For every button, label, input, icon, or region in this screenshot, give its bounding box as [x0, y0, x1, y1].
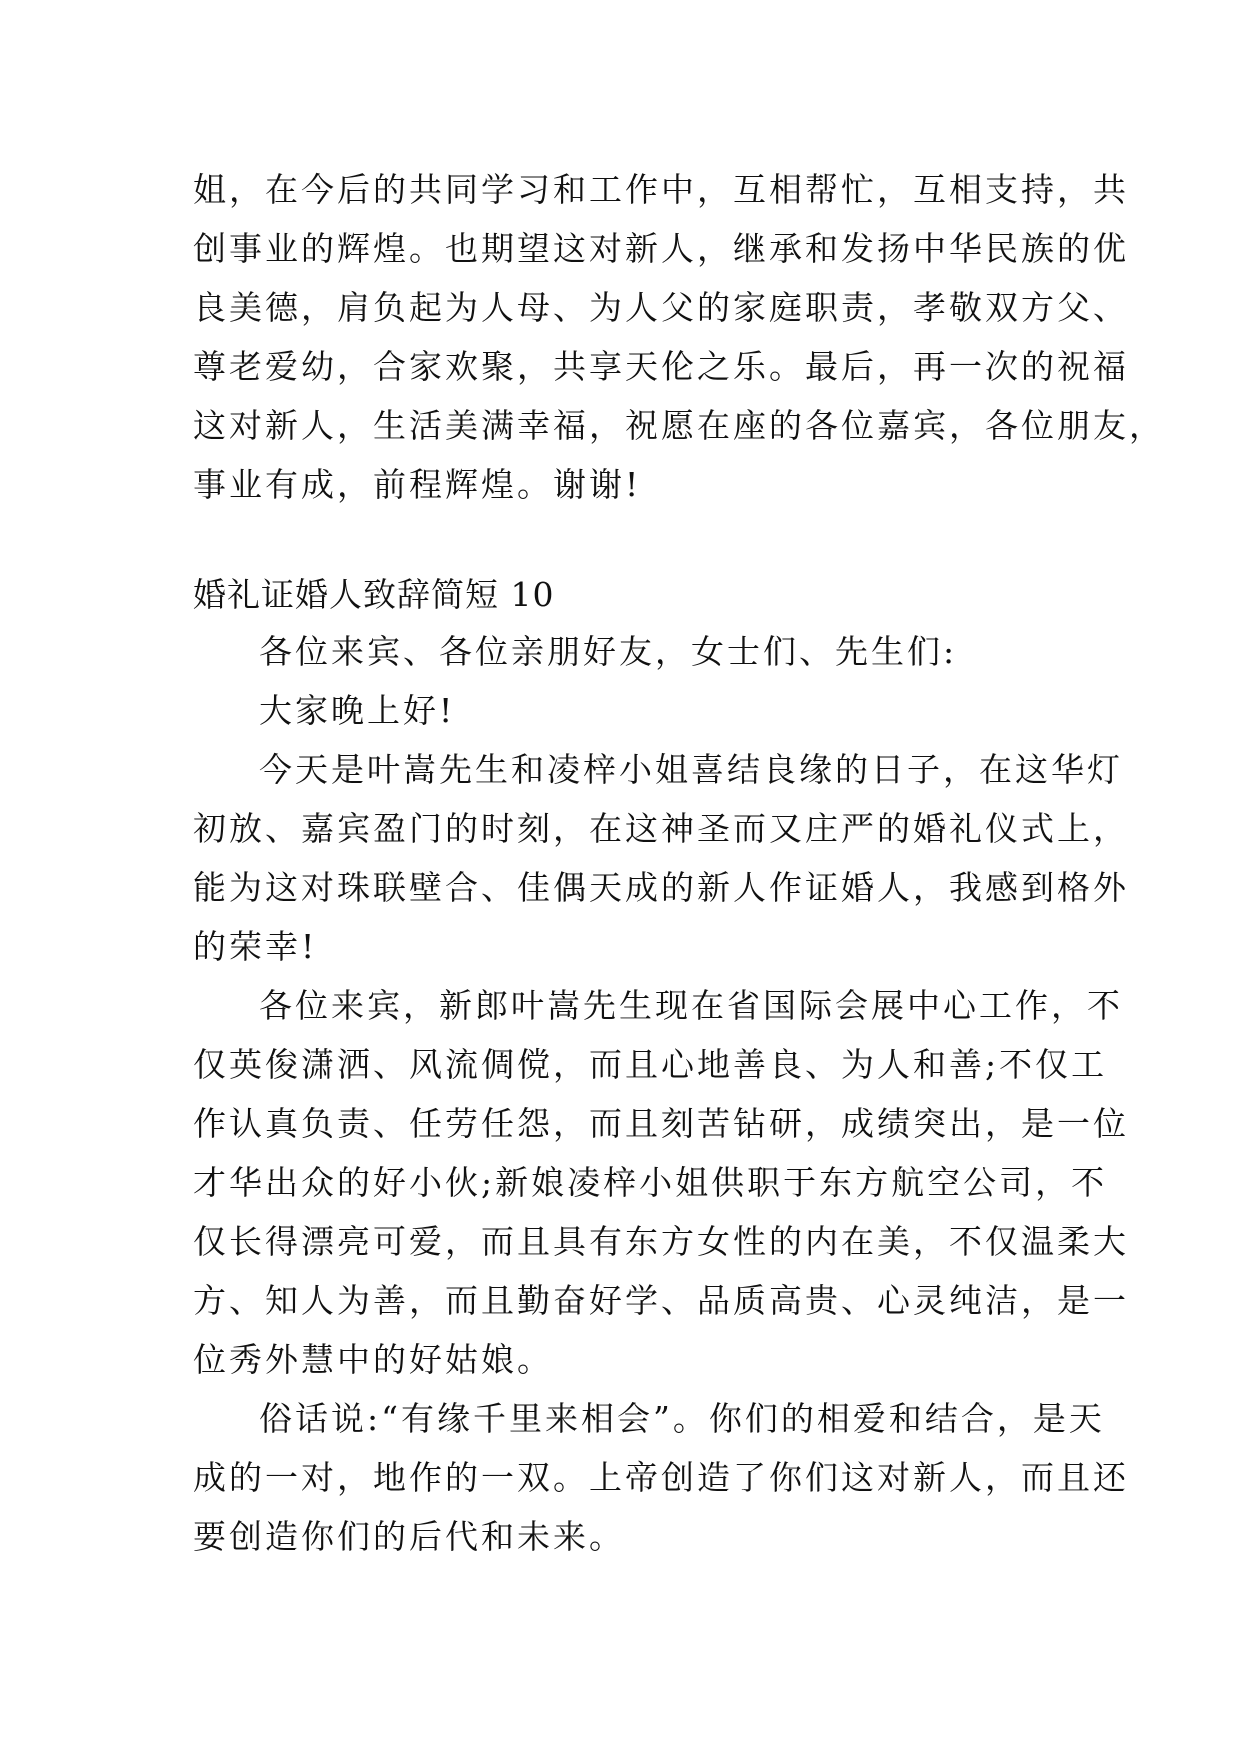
paragraph-greeting — [193, 681, 1073, 740]
text-line: 仅英俊潇洒、风流倜傥，而且心地善良、为人和善;不仅工 — [193, 1045, 1108, 1084]
text-line: 初放、嘉宾盈门的时刻，在这神圣而又庄严的婚礼仪式上， — [193, 809, 1129, 848]
continuation-paragraph — [193, 160, 1165, 514]
text-line: 这对新人，生活美满幸福，祝愿在座的各位嘉宾，各位朋友， — [193, 406, 1165, 445]
text-line: 作认真负责、任劳任怨，而且刻苦钻研，成绩突出，是一位 — [193, 1104, 1129, 1143]
text-line: 要创造你们的后代和未来。 — [193, 1517, 625, 1556]
section-body — [193, 622, 1129, 1566]
text-line: 姐，在今后的共同学习和工作中，互相帮忙，互相支持，共 — [193, 170, 1129, 209]
text-line: 创事业的辉煌。也期望这对新人，继承和发扬中华民族的优 — [193, 229, 1129, 268]
text-line: 仅长得漂亮可爱，而且具有东方女性的内在美，不仅温柔大 — [193, 1222, 1129, 1261]
text-line: 俗话说:“有缘千里来相会”。你们的相爱和结合，是天 — [259, 1399, 1105, 1438]
text-line: 的荣幸! — [193, 927, 318, 966]
paragraph-saying — [193, 1389, 1129, 1566]
text-line: 各位来宾，新郎叶嵩先生现在省国际会展中心工作，不 — [259, 986, 1123, 1025]
text-line: 今天是叶嵩先生和凌梓小姐喜结良缘的日子，在这华灯 — [259, 750, 1123, 789]
text-line: 尊老爱幼，合家欢聚，共享天伦之乐。最后，再一次的祝福 — [193, 347, 1129, 386]
text-line: 事业有成，前程辉煌。谢谢! — [193, 465, 642, 504]
text-line: 各位来宾、各位亲朋好友，女士们、先生们: — [259, 632, 958, 671]
paragraph-opening — [193, 740, 1129, 976]
text-line: 良美德，肩负起为人母、为人父的家庭职责，孝敬双方父、 — [193, 288, 1129, 327]
text-line: 方、知人为善，而且勤奋好学、品质高贵、心灵纯洁，是一 — [193, 1281, 1129, 1320]
text-line: 成的一对，地作的一双。上帝创造了你们这对新人，而且还 — [193, 1458, 1129, 1497]
paragraph-salutation — [193, 622, 1073, 681]
text-line: 能为这对珠联壁合、佳偶天成的新人作证婚人，我感到格外 — [193, 868, 1129, 907]
text-line: 大家晚上好! — [259, 691, 456, 730]
text-line: 位秀外慧中的好姑娘。 — [193, 1340, 553, 1379]
section-title: 婚礼证婚人致辞简短 10 — [193, 575, 555, 614]
section-heading-block — [193, 564, 1073, 626]
text-line: 才华出众的好小伙;新娘凌梓小姐供职于东方航空公司，不 — [193, 1163, 1108, 1202]
paragraph-introduction — [193, 976, 1129, 1389]
